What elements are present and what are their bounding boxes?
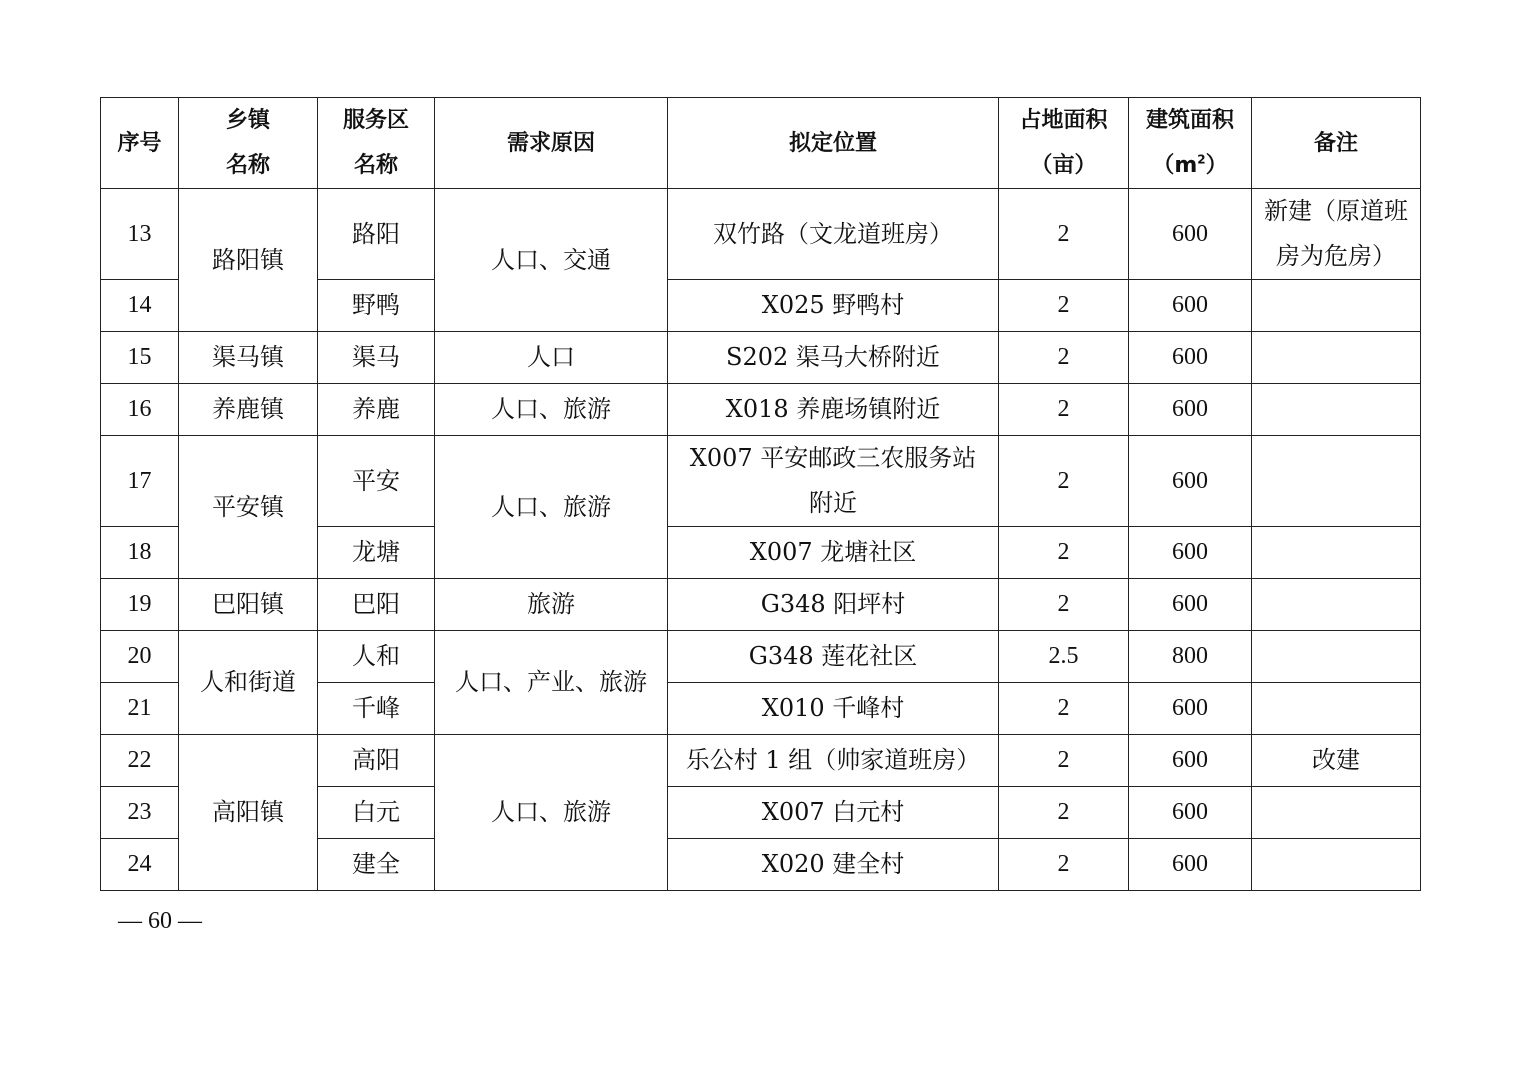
cell-seq: 18 <box>101 527 179 579</box>
cell-reason: 人口、交通 <box>435 189 668 332</box>
header-build-unit-post: ） <box>1205 153 1228 178</box>
cell-land-area: 2 <box>999 527 1129 579</box>
cell-location: X018 养鹿场镇附近 <box>668 384 999 436</box>
cell-remark <box>1252 839 1421 891</box>
table-row <box>101 631 1421 683</box>
cell-location-line2: 附近 <box>809 489 857 517</box>
cell-building-area: 600 <box>1129 839 1252 891</box>
table-row <box>101 579 1421 631</box>
header-location: 拟定位置 <box>668 98 999 189</box>
header-town-line1: 乡镇 <box>225 108 270 133</box>
cell-remark <box>1252 683 1421 735</box>
cell-building-area: 600 <box>1129 527 1252 579</box>
cell-seq: 22 <box>101 735 179 787</box>
cell-location: 乐公村 1 组（帅家道班房） <box>668 735 999 787</box>
cell-town: 渠马镇 <box>179 332 318 384</box>
cell-remark-line2: 房为危房） <box>1276 242 1396 270</box>
cell-land-area: 2 <box>999 787 1129 839</box>
cell-remark <box>1252 787 1421 839</box>
cell-zone: 巴阳 <box>318 579 435 631</box>
page-number: — 60 — <box>118 908 202 934</box>
cell-land-area: 2 <box>999 189 1129 280</box>
cell-building-area: 600 <box>1129 189 1252 280</box>
cell-building-area: 600 <box>1129 280 1252 332</box>
table-row <box>101 189 1421 280</box>
cell-zone: 平安 <box>318 436 435 527</box>
header-zone-line1: 服务区 <box>342 108 409 133</box>
header-land-area <box>999 98 1129 189</box>
header-seq: 序号 <box>101 98 179 189</box>
cell-zone: 龙塘 <box>318 527 435 579</box>
cell-zone: 养鹿 <box>318 384 435 436</box>
cell-location: X020 建全村 <box>668 839 999 891</box>
header-row <box>101 98 1421 189</box>
cell-location: S202 渠马大桥附近 <box>668 332 999 384</box>
cell-land-area: 2 <box>999 436 1129 527</box>
header-zone <box>318 98 435 189</box>
cell-land-area: 2.5 <box>999 631 1129 683</box>
cell-land-area: 2 <box>999 332 1129 384</box>
cell-town: 养鹿镇 <box>179 384 318 436</box>
cell-building-area: 800 <box>1129 631 1252 683</box>
cell-zone: 高阳 <box>318 735 435 787</box>
cell-land-area: 2 <box>999 683 1129 735</box>
table-row <box>101 384 1421 436</box>
table-row <box>101 436 1421 527</box>
cell-zone: 白元 <box>318 787 435 839</box>
header-town-line2: 名称 <box>225 153 270 178</box>
cell-remark <box>1252 189 1421 280</box>
cell-location: X007 龙塘社区 <box>668 527 999 579</box>
cell-location: X010 千峰村 <box>668 683 999 735</box>
header-build-unit-pre: （m <box>1152 153 1198 178</box>
header-land-line2: （亩） <box>1030 153 1097 178</box>
cell-building-area: 600 <box>1129 735 1252 787</box>
cell-seq: 23 <box>101 787 179 839</box>
cell-remark <box>1252 436 1421 527</box>
cell-zone: 路阳 <box>318 189 435 280</box>
header-build-unit-sup: 2 <box>1197 152 1206 167</box>
cell-zone: 渠马 <box>318 332 435 384</box>
cell-location <box>668 189 999 280</box>
header-land-line1: 占地面积 <box>1019 108 1108 133</box>
cell-remark: 改建 <box>1252 735 1421 787</box>
cell-seq: 17 <box>101 436 179 527</box>
cell-seq: 24 <box>101 839 179 891</box>
cell-seq: 20 <box>101 631 179 683</box>
cell-town: 高阳镇 <box>179 735 318 891</box>
header-town <box>179 98 318 189</box>
cell-remark <box>1252 280 1421 332</box>
cell-location: G348 阳坪村 <box>668 579 999 631</box>
cell-building-area: 600 <box>1129 384 1252 436</box>
cell-remark <box>1252 527 1421 579</box>
cell-remark <box>1252 579 1421 631</box>
cell-seq: 14 <box>101 280 179 332</box>
cell-reason: 旅游 <box>435 579 668 631</box>
cell-land-area: 2 <box>999 839 1129 891</box>
cell-land-area: 2 <box>999 579 1129 631</box>
header-build-line2 <box>1133 143 1247 188</box>
cell-zone: 野鸭 <box>318 280 435 332</box>
cell-building-area: 600 <box>1129 436 1252 527</box>
cell-zone: 千峰 <box>318 683 435 735</box>
service-area-table <box>100 97 1421 891</box>
cell-seq: 19 <box>101 579 179 631</box>
cell-reason: 人口 <box>435 332 668 384</box>
cell-seq: 13 <box>101 189 179 280</box>
cell-reason: 人口、旅游 <box>435 384 668 436</box>
cell-town: 人和街道 <box>179 631 318 735</box>
cell-zone: 建全 <box>318 839 435 891</box>
cell-building-area: 600 <box>1129 579 1252 631</box>
cell-reason: 人口、产业、旅游 <box>435 631 668 735</box>
cell-seq: 15 <box>101 332 179 384</box>
header-building-area <box>1129 98 1252 189</box>
cell-zone: 人和 <box>318 631 435 683</box>
table-row <box>101 735 1421 787</box>
cell-location: G348 莲花社区 <box>668 631 999 683</box>
cell-remark <box>1252 332 1421 384</box>
cell-reason: 人口、旅游 <box>435 436 668 579</box>
cell-building-area: 600 <box>1129 787 1252 839</box>
cell-location-line1: X007 平安邮政三农服务站 <box>689 444 977 472</box>
cell-location <box>668 436 999 527</box>
cell-town: 路阳镇 <box>179 189 318 332</box>
cell-town: 平安镇 <box>179 436 318 579</box>
cell-town: 巴阳镇 <box>179 579 318 631</box>
header-remark: 备注 <box>1252 98 1421 189</box>
header-build-line1: 建筑面积 <box>1145 108 1234 133</box>
cell-remark <box>1252 384 1421 436</box>
cell-remark <box>1252 631 1421 683</box>
cell-land-area: 2 <box>999 384 1129 436</box>
cell-seq: 21 <box>101 683 179 735</box>
header-reason: 需求原因 <box>435 98 668 189</box>
cell-remark-line1: 新建（原道班 <box>1264 197 1408 225</box>
header-zone-line2: 名称 <box>353 153 398 178</box>
cell-seq: 16 <box>101 384 179 436</box>
table-row <box>101 332 1421 384</box>
cell-reason: 人口、旅游 <box>435 735 668 891</box>
cell-location: X007 白元村 <box>668 787 999 839</box>
cell-building-area: 600 <box>1129 332 1252 384</box>
cell-building-area: 600 <box>1129 683 1252 735</box>
cell-location-text: 双竹路（文龙道班房） <box>713 219 953 248</box>
cell-location: X025 野鸭村 <box>668 280 999 332</box>
cell-land-area: 2 <box>999 735 1129 787</box>
cell-land-area: 2 <box>999 280 1129 332</box>
